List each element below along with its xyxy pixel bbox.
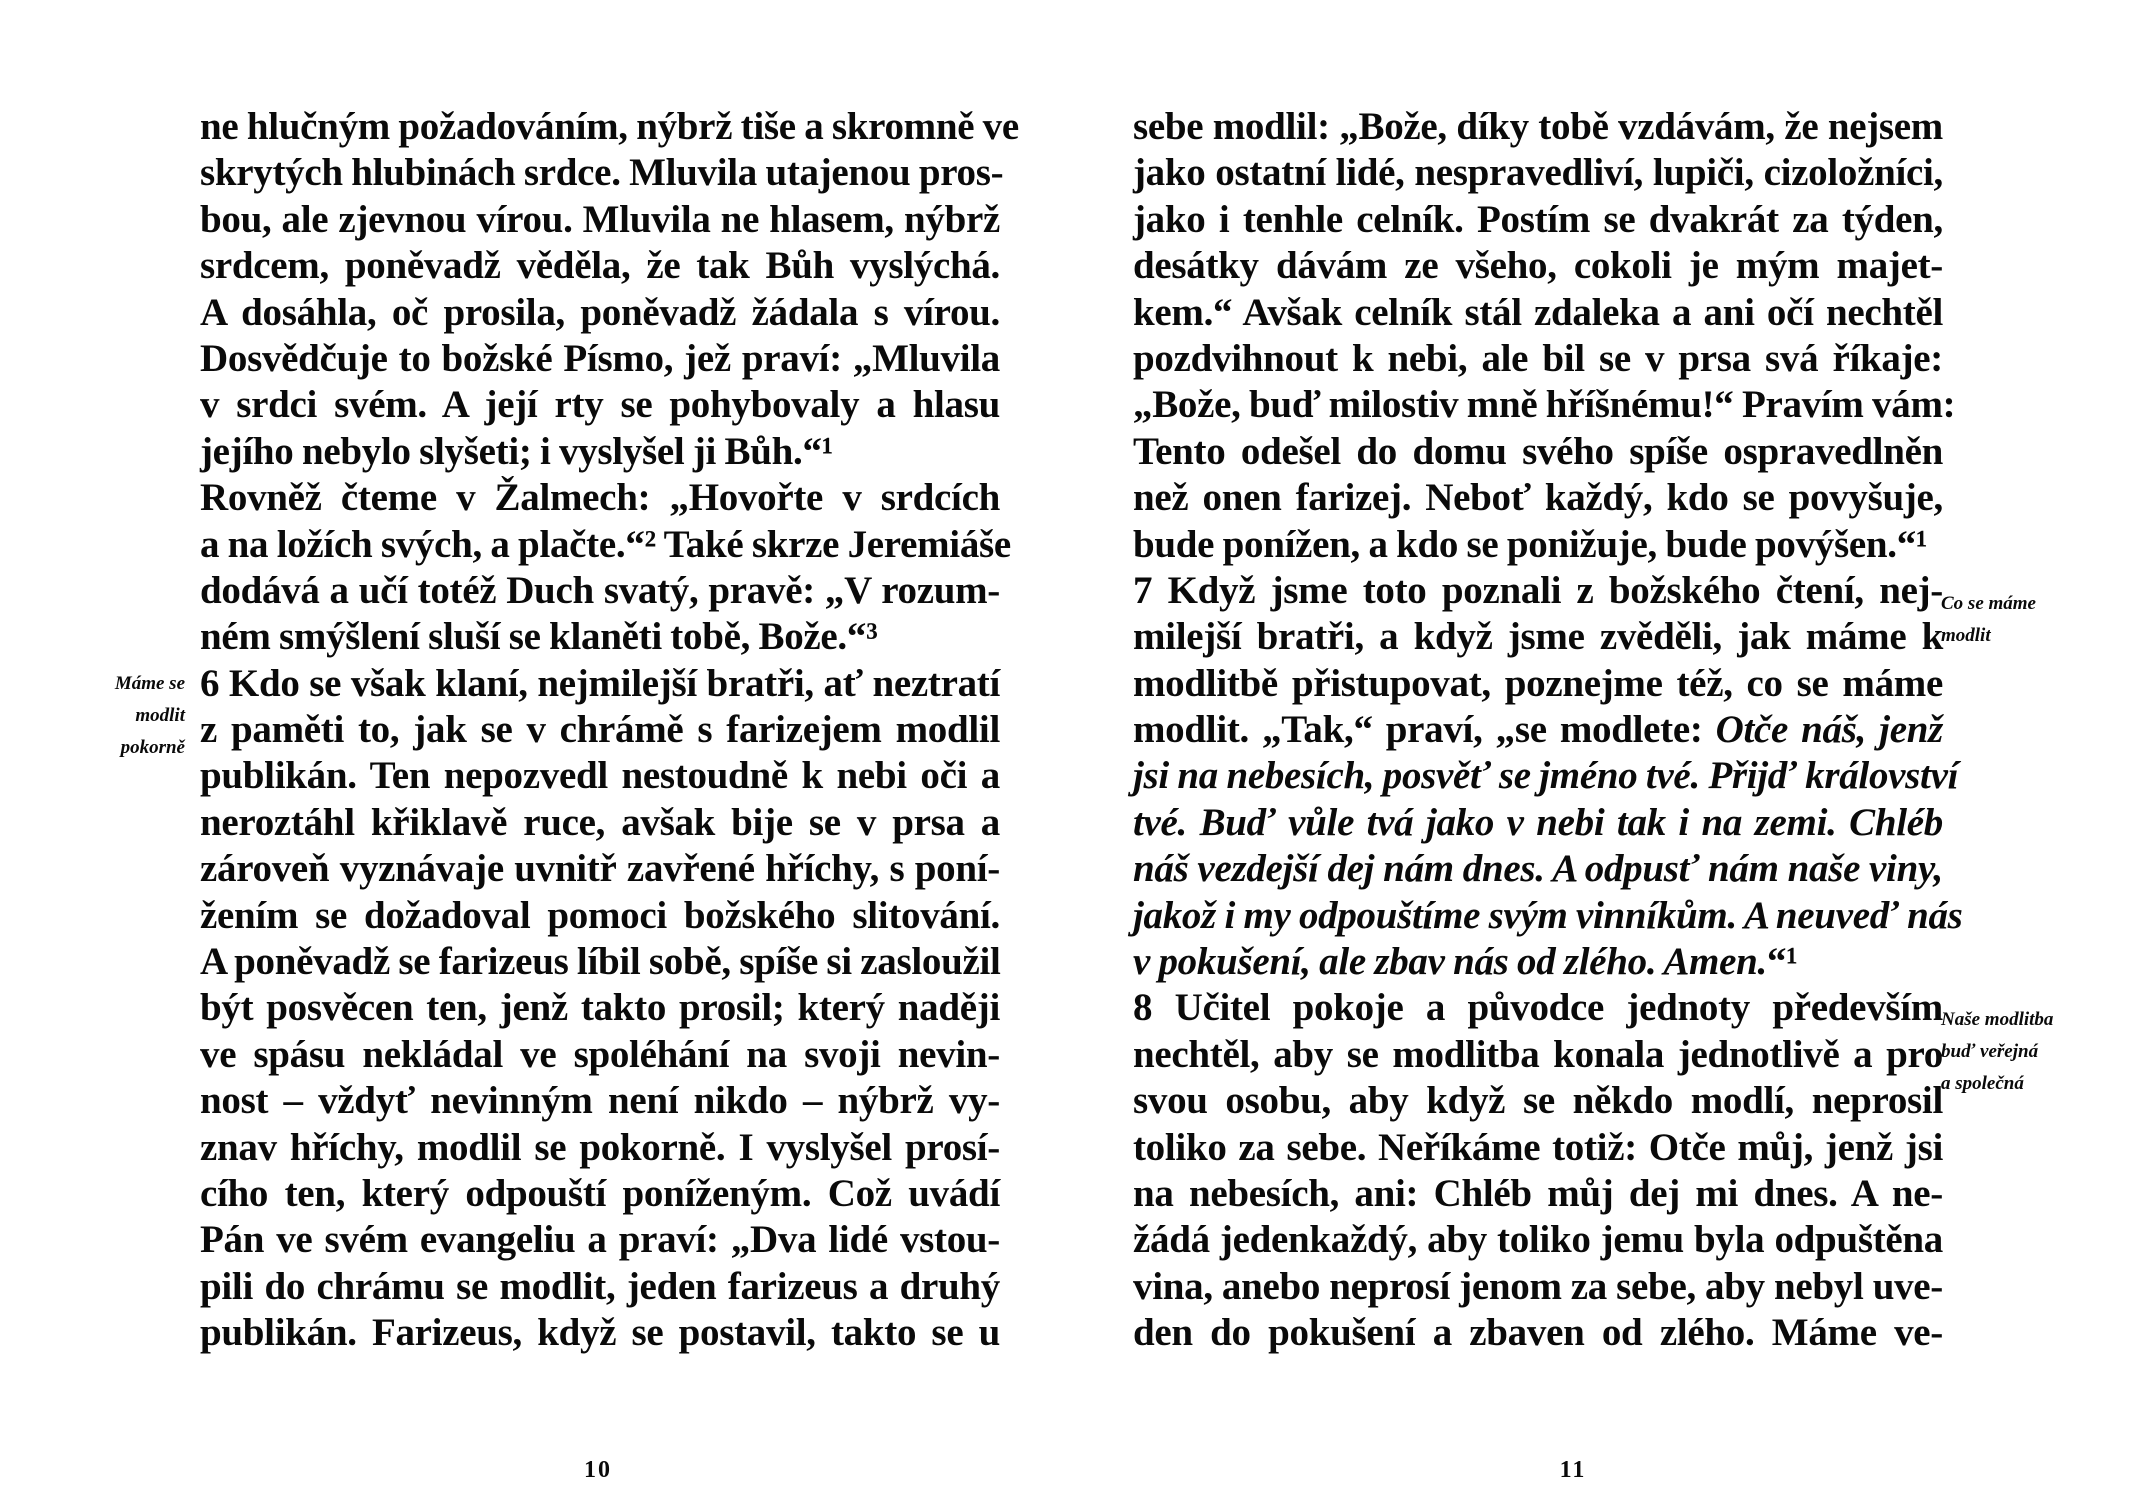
text-line: 6 Kdo se však klaní, nejmilejší bratři, ať neztratí [200, 661, 1000, 705]
text-line: bou, ale zjevnou vírou. Mluvila ne hlasem, nýbrž [200, 197, 1000, 241]
text-line: z paměti to, jak se v chrámě s farizejem modlil [200, 708, 1000, 752]
text-line: sebe modlil: „Bože, díky tobě vzdávám, že nejsem [1133, 105, 1943, 148]
text-line: neroztáhl křiklavě ruce, avšak bije se v prsa a [200, 800, 1000, 844]
text-line: kem.“ Avšak celník stál zdaleka a ani očí nechtěl [1133, 290, 1943, 334]
text-line: jako ostatní lidé, nespravedliví, lupiči, cizoložníci, [1133, 151, 1943, 195]
text-segment: “¹ [1766, 940, 1798, 984]
text-line: žením se dožadoval pomoci božského slitování. [200, 893, 1000, 937]
text-line-mixed [1133, 707, 1943, 753]
text-line: svou osobu, aby když se někdo modlí, neprosil [1133, 1079, 1943, 1123]
text-segment: modlit. „Tak,“ praví, „se modlete: [1133, 708, 1716, 752]
text-line: pozdvihnout k nebi, ale bil se v prsa svá říkaje: [1133, 336, 1943, 380]
prayer-line: jsi na nebesích, posvěť se jméno tvé. Přijď království [1133, 754, 1959, 798]
margin-note-line: a společná [1941, 1073, 2024, 1094]
margin-note-line: Co se máme [1941, 593, 2036, 614]
text-line: žádá jedenkaždý, aby toliko jemu byla odpuštěna [1133, 1218, 1943, 1262]
margin-note-line: pokorně [120, 737, 185, 758]
text-line: vina, anebo neprosí jenom za sebe, aby nebyl uve- [1133, 1264, 1943, 1308]
text-line: skrytých hlubinách srdce. Mluvila utajenou pros- [200, 151, 1004, 195]
text-line: jako i tenhle celník. Postím se dvakrát za týden, [1133, 197, 1943, 241]
prayer-text-segment: v pokušení, ale zbav nás od zlého. Amen. [1133, 940, 1767, 984]
text-line: ne hlučným požadováním, nýbrž tiše a skromně ve [200, 105, 1019, 148]
text-line: desátky dávám ze všeho, cokoli je mým majet- [1133, 244, 1943, 288]
prayer-text-segment: Otče náš, jenž [1715, 708, 1943, 752]
right-page-text [1133, 104, 1963, 1357]
left-page-text [200, 104, 1019, 1357]
text-line: znav hříchy, modlil se pokorně. I vyslyšel prosí- [200, 1125, 1000, 1169]
margin-note-line: modlit [1941, 625, 1991, 646]
text-line: nechtěl, aby se modlitba konala jednotlivě a pro [1133, 1032, 1943, 1076]
text-line: publikán. Farizeus, když se postavil, takto se u [200, 1311, 1000, 1355]
margin-note-line: modlit [135, 705, 185, 726]
text-line: dodává a učí totéž Duch svatý, pravě: „V rozum- [200, 568, 1000, 612]
text-line: publikán. Ten nepozvedl nestoudně k nebi oči a [200, 754, 1000, 798]
margin-note-what-to-pray [1941, 588, 2091, 652]
text-line: na nebesích, ani: Chléb můj dej mi dnes. A ne- [1133, 1171, 1943, 1215]
page-number-right: 11 [1559, 1457, 1587, 1483]
text-line: v srdci svém. A její rty se pohybovaly a hlasu [200, 383, 1000, 427]
margin-note-line: buď veřejná [1941, 1041, 2039, 1062]
text-line: toliko za sebe. Neříkáme totiž: Otče můj, jenž jsi [1133, 1125, 1943, 1169]
text-line: A dosáhla, oč prosila, poněvadž žádala s vírou. [200, 290, 1000, 334]
margin-note-pray-humbly [70, 668, 185, 764]
right-page [1073, 0, 2146, 1500]
text-line: 8 Učitel pokoje a původce jednoty především [1133, 986, 1943, 1030]
text-line: bude ponížen, a kdo se ponižuje, bude povýšen.“¹ [1133, 522, 1928, 566]
text-line: A poněvadž se farizeus líbil sobě, spíše si zasloužil [200, 940, 1001, 984]
text-line: jejího nebylo slyšeti; i vyslyšel ji Bůh.“¹ [200, 429, 834, 473]
text-line: cího ten, který odpouští poníženým. Což uvádí [200, 1171, 1000, 1215]
text-line: být posvěcen ten, jenž takto prosil; který naději [200, 986, 1000, 1030]
text-line: Pán ve svém evangeliu a praví: „Dva lidé vstou- [200, 1218, 1000, 1262]
text-line: než onen farizej. Neboť každý, kdo se povyšuje, [1133, 476, 1943, 520]
prayer-line: náš vezdejší dej nám dnes. A odpusť nám naše viny, [1133, 847, 1943, 891]
text-line: nost – vždyť nevinným není nikdo – nýbrž vy- [200, 1079, 1000, 1123]
margin-note-public-prayer [1941, 1004, 2121, 1100]
text-line: „Bože, buď milostiv mně hříšnému!“ Pravím vám: [1133, 383, 1956, 427]
prayer-line: tvé. Buď vůle tvá jako v nebi tak i na zemi. Chléb [1133, 800, 1943, 844]
text-line: Dosvědčuje to božské Písmo, jež praví: „Mluvila [200, 336, 1000, 380]
text-line: den do pokušení a zbaven od zlého. Máme ve- [1133, 1311, 1943, 1355]
text-line: Rovněž čteme v Žalmech: „Hovořte v srdcích [200, 476, 1000, 520]
page-number-left: 10 [584, 1457, 612, 1483]
text-line: Tento odešel do domu svého spíše ospravedlněn [1133, 429, 1943, 473]
text-line: zároveň vyznávaje uvnitř zavřené hříchy, s poní- [200, 847, 1000, 891]
margin-note-line: Naše modlitba [1941, 1009, 2054, 1030]
text-line: 7 Když jsme toto poznali z božského čtení, nej- [1133, 568, 1943, 612]
text-line: ve spásu nekládal ve spoléhání na svoji nevin- [200, 1032, 1000, 1076]
text-line-mixed [1133, 939, 1943, 985]
prayer-line: jakož i my odpouštíme svým vinníkům. A neuveď nás [1133, 893, 1963, 937]
text-line: milejší bratři, a když jsme zvěděli, jak máme k [1133, 615, 1943, 659]
text-line: srdcem, poněvadž věděla, že tak Bůh vyslýchá. [200, 244, 1000, 288]
text-line: ném smýšlení sluší se klaněti tobě, Bože.“³ [200, 615, 878, 659]
text-line: modlitbě přistupovat, poznejme též, co se máme [1133, 661, 1943, 705]
text-line: pili do chrámu se modlit, jeden farizeus a druhý [200, 1264, 1000, 1308]
text-line: a na ložích svých, a plačte.“² Také skrze Jeremiáše [200, 522, 1011, 566]
margin-note-line: Máme se [114, 673, 185, 694]
